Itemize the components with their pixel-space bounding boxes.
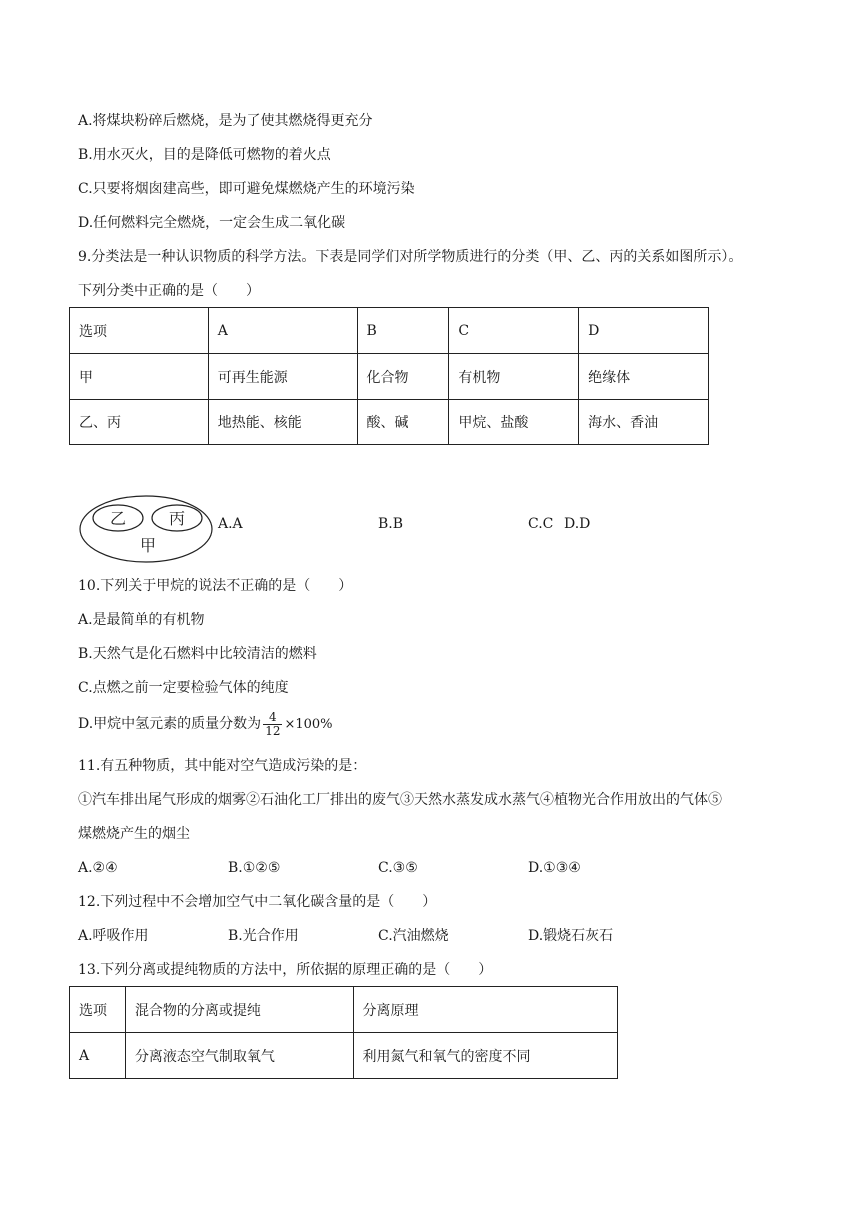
q9-answer-b: B.B xyxy=(378,516,404,532)
set-relation-diagram xyxy=(76,493,216,565)
q8-option-a: A.将煤块粉碎后燃烧，是为了使其燃烧得更充分 xyxy=(78,113,373,129)
q9-cell: B xyxy=(357,308,449,354)
q9-cell: 选项 xyxy=(70,308,209,354)
q9-cell: 化合物 xyxy=(357,354,449,400)
q13-table-header-row xyxy=(70,987,618,1033)
q13-table xyxy=(69,986,618,1079)
q9-cell: A xyxy=(208,308,357,354)
q9-cell: 有机物 xyxy=(449,354,579,400)
q9-answer-d: D.D xyxy=(564,516,591,532)
q11-answer-c: C.③⑤ xyxy=(378,860,418,876)
q11-items-line2: 煤燃烧产生的烟尘 xyxy=(78,826,190,842)
q9-cell: 绝缘体 xyxy=(579,354,709,400)
q9-table xyxy=(69,307,709,445)
q13-cell: 分离液态空气制取氧气 xyxy=(125,1033,353,1079)
q9-stem-line2: 下列分类中正确的是（ ） xyxy=(78,283,260,299)
q10-option-b: B.天然气是化石燃料中比较清洁的燃料 xyxy=(78,646,317,662)
q9-cell: D xyxy=(579,308,709,354)
q9-table-header-row xyxy=(70,308,709,354)
label-left: 乙 xyxy=(109,509,127,528)
q9-stem-line1: 9.分类法是一种认识物质的科学方法。下表是同学们对所学物质进行的分类（甲、乙、丙的关系如图所示）。 xyxy=(78,249,743,265)
fraction-numerator: 4 xyxy=(269,709,277,724)
q10-option-c: C.点燃之前一定要检验气体的纯度 xyxy=(78,680,289,696)
q12-answer-d: D.锻烧石灰石 xyxy=(528,928,614,944)
q13-cell: 选项 xyxy=(70,987,126,1033)
label-right: 丙 xyxy=(168,509,186,528)
q12-answer-b: B.光合作用 xyxy=(228,928,299,944)
q9-cell: 地热能、核能 xyxy=(208,400,357,445)
q9-cell: 乙、丙 xyxy=(70,400,209,445)
label-outer: 甲 xyxy=(139,536,157,555)
q13-cell: A xyxy=(70,1033,126,1079)
q13-cell: 利用氮气和氧气的密度不同 xyxy=(353,1033,618,1079)
q9-answer-a: A.A xyxy=(218,516,243,532)
q10-option-d-suffix: ×100% xyxy=(284,717,333,732)
q9-cell: 酸、碱 xyxy=(357,400,449,445)
q10-option-a: A.是最简单的有机物 xyxy=(78,612,205,628)
q11-answer-b: B.①②⑤ xyxy=(228,860,281,876)
q13-table-row xyxy=(70,1033,618,1079)
fraction-denominator: 12 xyxy=(265,723,281,738)
q8-option-d: D.任何燃料完全燃烧，一定会生成二氧化碳 xyxy=(78,215,346,231)
q9-cell: 甲 xyxy=(70,354,209,400)
q9-cell: 甲烷、盐酸 xyxy=(449,400,579,445)
q10-stem: 10.下列关于甲烷的说法不正确的是（ ） xyxy=(78,578,353,594)
q9-answer-c: C.C xyxy=(528,516,554,532)
q9-cell: 可再生能源 xyxy=(208,354,357,400)
q9-cell: C xyxy=(449,308,579,354)
q9-table-row xyxy=(70,354,709,400)
fraction xyxy=(263,711,282,738)
q10-option-d-prefix: D.甲烷中氢元素的质量分数为 xyxy=(78,716,262,732)
q10-option-d xyxy=(78,707,333,742)
q13-cell: 混合物的分离或提纯 xyxy=(125,987,353,1033)
q11-answer-a: A.②④ xyxy=(78,860,118,876)
q9-cell: 海水、香油 xyxy=(579,400,709,445)
q8-option-b: B.用水灭火，目的是降低可燃物的着火点 xyxy=(78,147,331,163)
q11-items-line1: ①汽车排出尾气形成的烟雾②石油化工厂排出的废气③天然水蒸发成水蒸气④植物光合作用放出的气体⑤ xyxy=(78,792,722,808)
q9-table-row xyxy=(70,400,709,445)
q13-stem: 13.下列分离或提纯物质的方法中，所依据的原理正确的是（ ） xyxy=(78,962,493,978)
q11-answer-d: D.①③④ xyxy=(528,860,581,876)
q11-stem: 11.有五种物质，其中能对空气造成污染的是： xyxy=(78,758,367,774)
q13-cell: 分离原理 xyxy=(353,987,618,1033)
q12-answer-a: A.呼吸作用 xyxy=(78,928,149,944)
q12-answer-c: C.汽油燃烧 xyxy=(378,928,449,944)
q12-stem: 12.下列过程中不会增加空气中二氧化碳含量的是（ ） xyxy=(78,894,437,910)
q8-option-c: C.只要将烟囱建高些，即可避免煤燃烧产生的环境污染 xyxy=(78,181,415,197)
